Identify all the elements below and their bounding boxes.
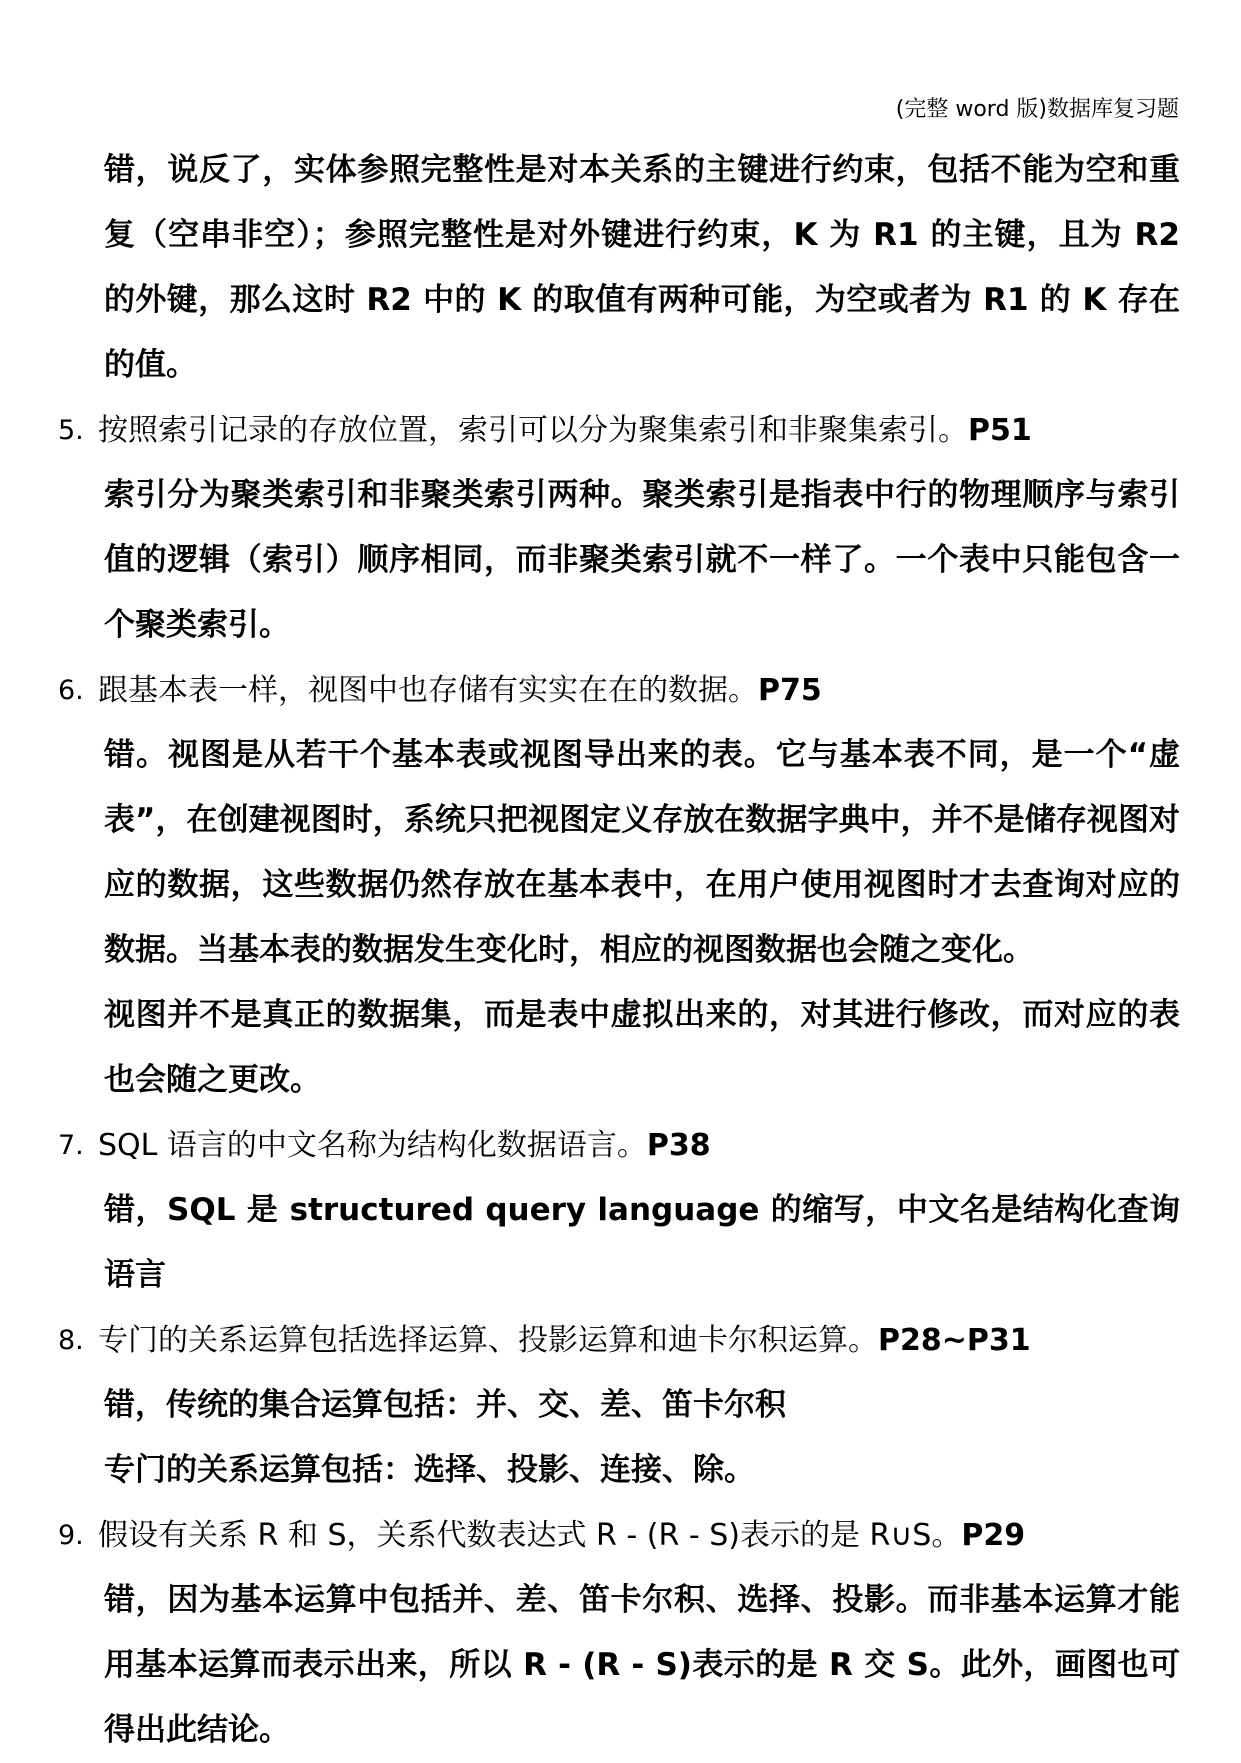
question-text [98,1503,1180,1568]
question-statement: 按照索引记录的存放位置，索引可以分为聚集索引和非聚集索引。 [98,413,968,448]
page-reference: P28~P31 [878,1323,1031,1358]
question-item [0,1308,1180,1373]
question-statement: 假设有关系 R 和 S，关系代数表达式 R - (R - S)表示的是 R∪S。 [98,1518,962,1553]
page-reference: P75 [758,673,822,708]
question-text [98,1308,1180,1373]
answer-paragraph: 错。视图是从若干个基本表或视图导出来的表。它与基本表不同，是一个“虚表”，在创建视图时，系统只把视图定义存放在数据字典中，并不是储存视图对应的数据，这些数据仍然存放在基本表中，在用户使用视图时才去查询对应的数据。当基本表的数据发生变化时，相应的视图数据也会随之变化。 [104,737,1180,968]
question-item [0,658,1180,723]
answer-paragraph: 索引分为聚类索引和非聚类索引两种。聚类索引是指表中行的物理顺序与索引值的逻辑（索引）顺序相同，而非聚类索引就不一样了。一个表中只能包含一个聚类索引。 [104,477,1180,643]
document-body [0,138,1241,1763]
question-statement: 专门的关系运算包括选择运算、投影运算和迪卡尔积运算。 [98,1323,878,1358]
page-header: (完整 word 版)数据库复习题 [895,97,1179,122]
page-reference: P38 [646,1128,711,1163]
answer-paragraph: 视图并不是真正的数据集，而是表中虚拟出来的，对其进行修改，而对应的表也会随之更改。 [104,997,1180,1098]
page-reference: P51 [968,413,1032,448]
answer-paragraph: 错，说反了，实体参照完整性是对本关系的主键进行约束，包括不能为空和重复（空串非空）；参照完整性是对外键进行约束，K 为 R1 的主键，且为 R2 的外键，那么这时 R2 中的 K 的取值有两种可能，为空或者为 R1 的 K 存在的值。 [104,152,1180,383]
answer-paragraph: 错，传统的集合运算包括：并、交、差、笛卡尔积 [104,1387,786,1423]
question-item [0,398,1180,463]
question-number: 5. [58,415,84,446]
question-text [98,658,1180,723]
question-number: 8. [58,1325,84,1356]
question-statement: 跟基本表一样，视图中也存储有实实在在的数据。 [98,673,758,708]
question-number: 6. [58,675,84,706]
answer-paragraph: 专门的关系运算包括：选择、投影、连接、除。 [104,1452,755,1488]
answer-paragraph: 错，因为基本运算中包括并、差、笛卡尔积、选择、投影。而非基本运算才能用基本运算而表示出来，所以 R - (R - S)表示的是 R 交 S。此外，画图也可得出此结论。 [104,1582,1180,1748]
question-item [0,1503,1180,1568]
question-number: 9. [58,1520,84,1551]
question-text [98,398,1180,463]
question-number: 7. [58,1130,84,1161]
question-text [98,1113,1180,1178]
answer-paragraph: 错，SQL 是 structured query language 的缩写，中文名是结构化查询语言 [104,1192,1180,1293]
question-statement: SQL 语言的中文名称为结构化数据语言。 [98,1128,647,1163]
question-item [0,1113,1180,1178]
page-reference: P29 [961,1518,1026,1553]
